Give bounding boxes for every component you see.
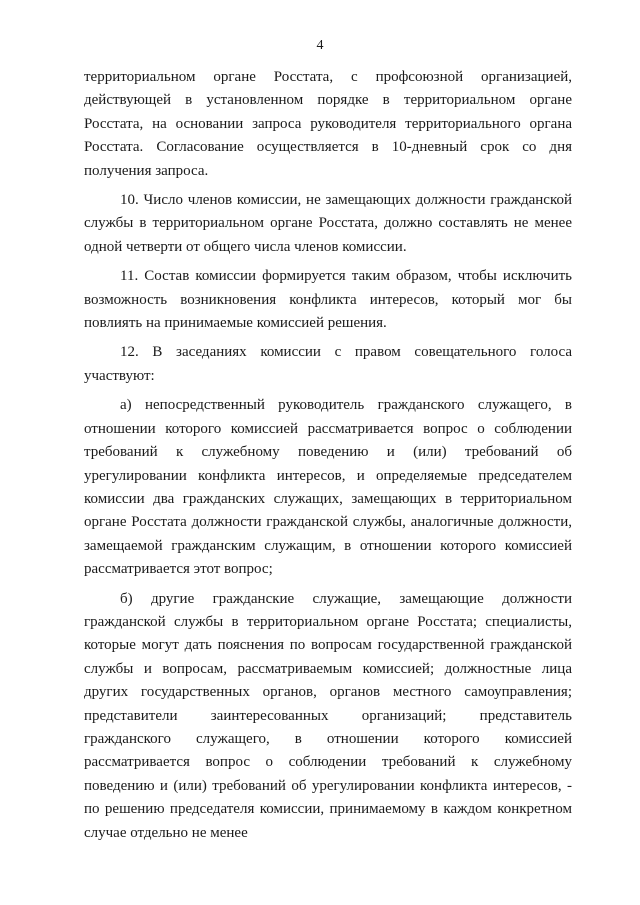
paragraph-item-12: 12. В заседаниях комиссии с правом совещательного голоса участвуют:: [84, 344, 572, 384]
paragraph-subitem-b: б) другие гражданские служащие, замещающие должности гражданской службы в территориальном органе Росстата; специалисты, которые могут дать пояснения по вопросам государственной гражданской службы и вопросам, рассматриваемым комиссией; должностные лица других государственных органов, органов местного самоуправления; представители заинтересованных организаций; представитель гражданского служащего, в отношении которого комиссией рассматривается вопрос о соблюдении требований к служебному поведению и (или) требований об урегулировании конфликта интересов, - по решению председателя комиссии, принимаемому в каждом конкретном случае отдельно не менее: [84, 590, 572, 841]
document-body: [84, 66, 572, 851]
paragraph-continuation: территориальном органе Росстата, с профсоюзной организацией, действующей в установленном порядке в территориальном органе Росстата, на основании запроса руководителя территориального органа Росстата. Согласование осуществляется в 10-дневный срок со дня получения запроса.: [84, 69, 572, 179]
paragraph-item-10: 10. Число членов комиссии, не замещающих должности гражданской службы в территориальном органе Росстата, должно составлять не менее одной четверти от общего числа членов комиссии.: [84, 192, 572, 255]
page-number: 4: [316, 38, 324, 53]
paragraph-item-11: 11. Состав комиссии формируется таким образом, чтобы исключить возможность возникновения конфликта интересов, который мог бы повлиять на принимаемые комиссией решения.: [84, 268, 572, 332]
paragraph-subitem-a: а) непосредственный руководитель гражданского служащего, в отношении которого комиссией рассматривается вопрос о соблюдении требований к служебному поведению и (или) требований об урегулировании конфликта интересов, и определяемые председателем комиссии два гражданских служащих, замещающих в территориальном органе Росстата должности гражданской службы, аналогичные должности, замещаемой гражданским служащим, в отношении которого комиссией рассматривается этот вопрос;: [84, 397, 572, 578]
